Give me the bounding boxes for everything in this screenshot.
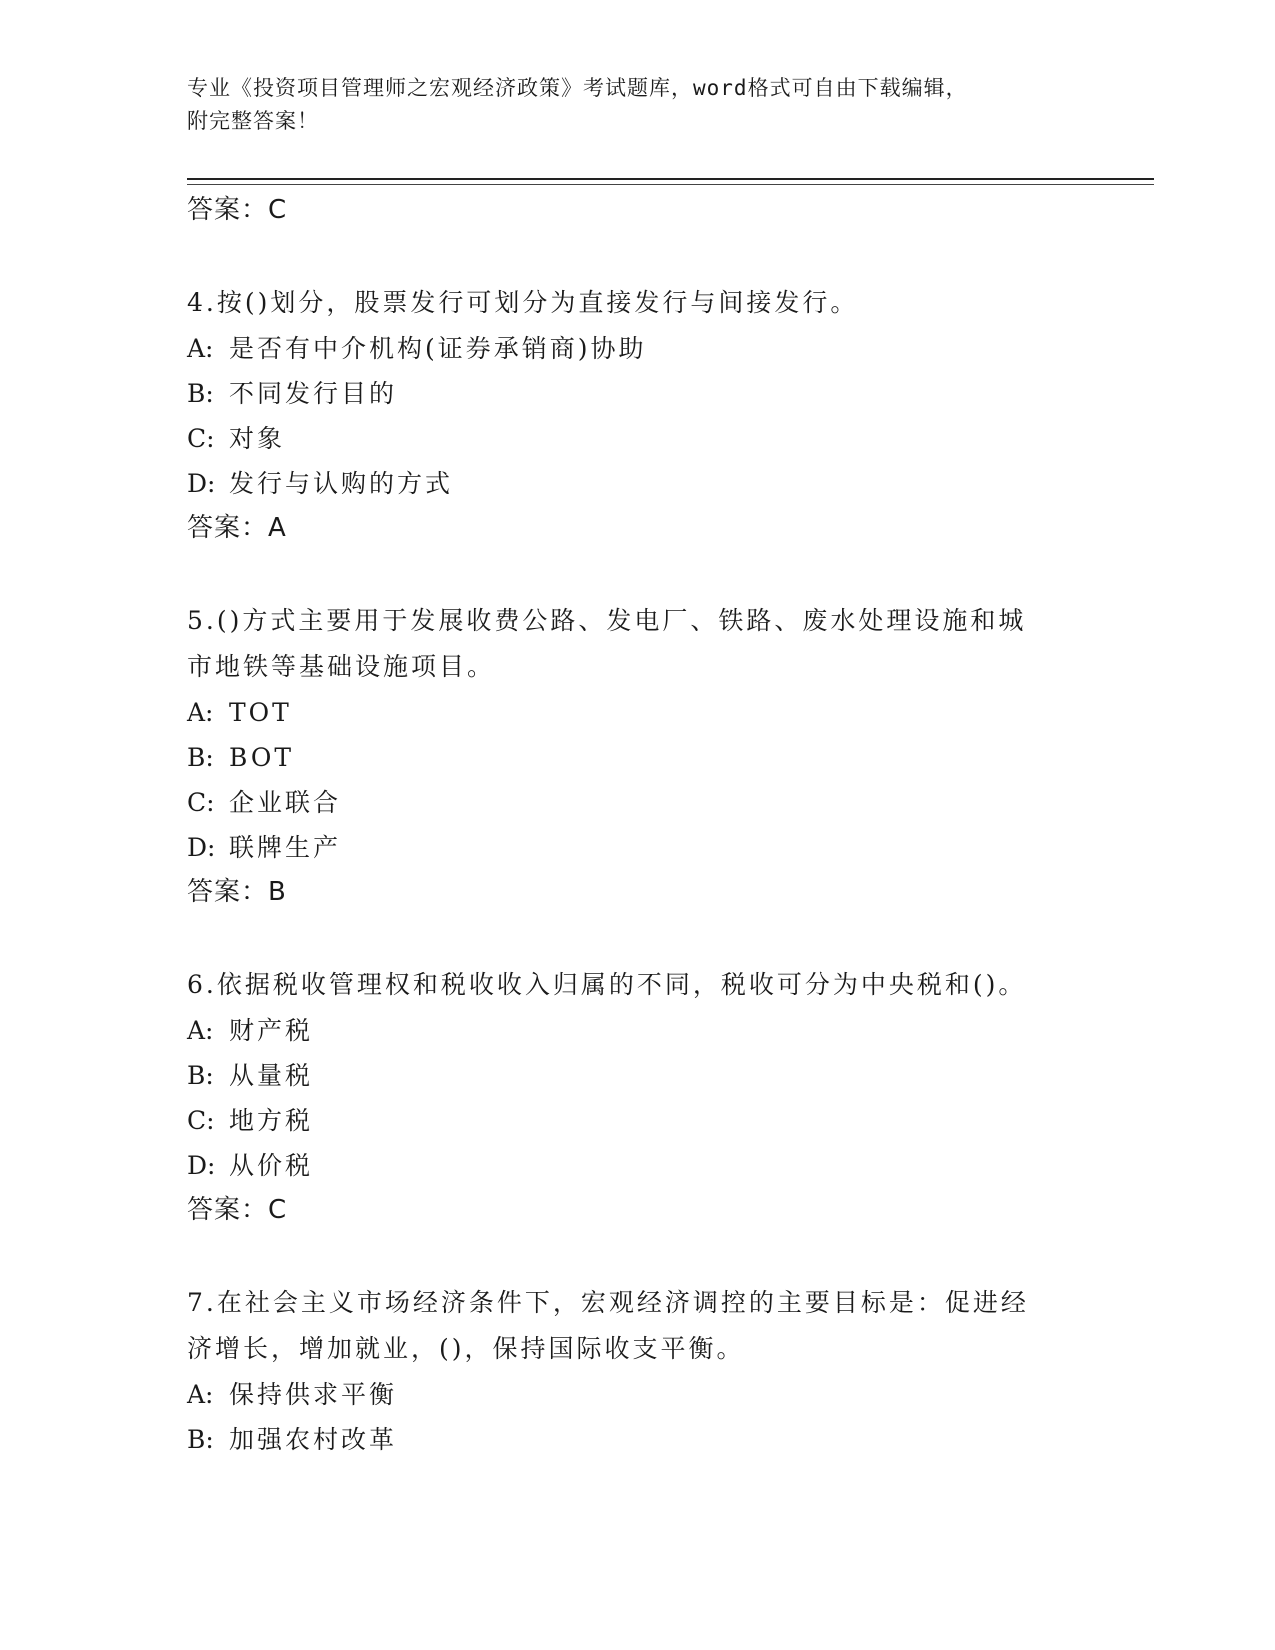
option-text: 加强农村改革 bbox=[229, 1425, 398, 1454]
answer-value: C bbox=[268, 195, 288, 225]
question-block bbox=[187, 962, 1087, 1233]
option-letter: B: bbox=[187, 743, 214, 772]
option-item bbox=[187, 780, 1087, 825]
option-item bbox=[187, 1098, 1087, 1143]
option-text: BOT bbox=[229, 743, 295, 772]
option-letter: B: bbox=[187, 1061, 214, 1090]
question-spacer bbox=[187, 233, 1087, 280]
answer-line bbox=[187, 1188, 1087, 1233]
option-text: 发行与认购的方式 bbox=[229, 469, 454, 498]
option-item bbox=[187, 416, 1087, 461]
question-text: 5.()方式主要用于发展收费公路、发电厂、铁路、废水处理设施和城 bbox=[187, 606, 1027, 635]
question-text: 7.在社会主义市场经济条件下，宏观经济调控的主要目标是：促进经 bbox=[187, 1288, 1029, 1317]
option-letter: A: bbox=[187, 334, 214, 363]
answer-value: C bbox=[268, 1195, 288, 1225]
option-text: 财产税 bbox=[229, 1016, 314, 1045]
option-item bbox=[187, 461, 1087, 506]
option-item bbox=[187, 1372, 1087, 1417]
option-item bbox=[187, 1417, 1087, 1462]
answer-line bbox=[187, 870, 1087, 915]
question-spacer bbox=[187, 915, 1087, 962]
option-letter: D: bbox=[187, 469, 216, 498]
answer-prefix: 答案： bbox=[187, 1195, 269, 1225]
header-line-1: 专业《投资项目管理师之宏观经济政策》考试题库，word格式可自由下载编辑， bbox=[187, 76, 968, 100]
option-text: 地方税 bbox=[229, 1106, 314, 1135]
option-letter: A: bbox=[187, 1016, 214, 1045]
option-letter: C: bbox=[187, 788, 215, 817]
question-text: 4.按()划分，股票发行可划分为直接发行与间接发行。 bbox=[187, 288, 859, 317]
option-text: 保持供求平衡 bbox=[229, 1380, 398, 1409]
option-item bbox=[187, 1053, 1087, 1098]
header-divider-thin bbox=[187, 184, 1154, 185]
option-text: 对象 bbox=[229, 424, 286, 453]
option-text: 从量税 bbox=[229, 1061, 314, 1090]
option-letter: B: bbox=[187, 1425, 214, 1454]
question-block bbox=[187, 280, 1087, 551]
question-text: 6.依据税收管理权和税收收入归属的不同，税收可分为中央税和()。 bbox=[187, 970, 1027, 999]
option-item bbox=[187, 1008, 1087, 1053]
header-divider-thick bbox=[187, 178, 1154, 180]
option-letter: A: bbox=[187, 698, 214, 727]
option-item bbox=[187, 371, 1087, 416]
option-item bbox=[187, 825, 1087, 870]
question-list bbox=[187, 188, 1087, 1462]
option-item bbox=[187, 1143, 1087, 1188]
answer-prefix: 答案： bbox=[187, 195, 269, 225]
option-letter: C: bbox=[187, 424, 215, 453]
answer-value: A bbox=[268, 513, 287, 543]
question-text: 济增长，增加就业，()，保持国际收支平衡。 bbox=[187, 1334, 745, 1363]
question-block bbox=[187, 598, 1087, 915]
question-block bbox=[187, 1280, 1087, 1462]
page-header bbox=[187, 72, 1067, 138]
option-item bbox=[187, 326, 1087, 371]
option-letter: A: bbox=[187, 1380, 214, 1409]
option-text: 联牌生产 bbox=[229, 833, 342, 862]
option-item bbox=[187, 690, 1087, 735]
answer-prefix: 答案： bbox=[187, 513, 269, 543]
option-text: 从价税 bbox=[229, 1151, 314, 1180]
option-letter: B: bbox=[187, 379, 214, 408]
question-spacer bbox=[187, 551, 1087, 598]
answer-prefix: 答案： bbox=[187, 877, 269, 907]
option-text: 不同发行目的 bbox=[229, 379, 398, 408]
question-spacer bbox=[187, 1233, 1087, 1280]
option-letter: D: bbox=[187, 833, 216, 862]
answer-line bbox=[187, 188, 1087, 233]
answer-line bbox=[187, 506, 1087, 551]
header-line-2: 附完整答案！ bbox=[187, 109, 319, 133]
option-text: 企业联合 bbox=[229, 788, 342, 817]
option-text: 是否有中介机构(证券承销商)协助 bbox=[229, 334, 647, 363]
option-item bbox=[187, 735, 1087, 780]
option-text: TOT bbox=[229, 698, 292, 727]
answer-value: B bbox=[268, 877, 287, 907]
question-text: 市地铁等基础设施项目。 bbox=[187, 652, 496, 681]
option-letter: C: bbox=[187, 1106, 215, 1135]
option-letter: D: bbox=[187, 1151, 216, 1180]
